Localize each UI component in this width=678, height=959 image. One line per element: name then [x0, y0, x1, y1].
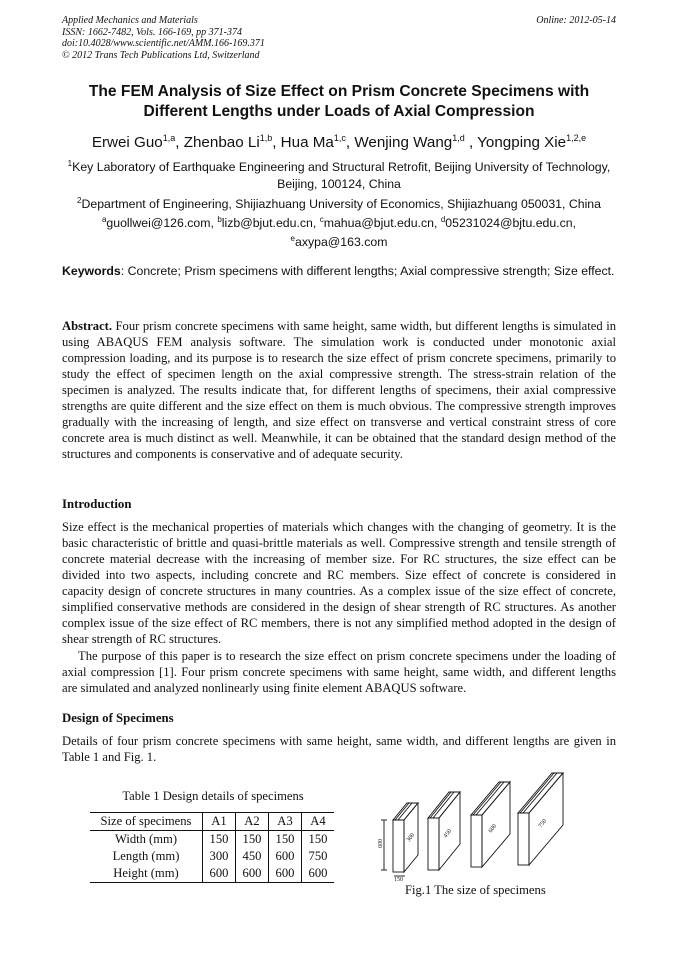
table-cell: 150: [308, 832, 328, 846]
author-sup: 1,c: [333, 133, 346, 143]
doi-line: doi:10.4028/www.scientific.net/AMM.166-169.371: [62, 38, 265, 49]
author-name: Erwei Guo: [91, 134, 163, 151]
specimen-figure: [378, 770, 568, 882]
abstract: [62, 318, 616, 462]
author-name: Yongping Xie: [477, 134, 567, 151]
affiliation-text: Beijing, 100124, China: [277, 177, 401, 191]
email-link[interactable]: guollwei@126.com,: [106, 216, 214, 230]
affiliation-sup: 1: [67, 159, 73, 168]
table-row: [90, 865, 334, 883]
keywords-label: Keywords: [62, 264, 121, 278]
table-cell: 450: [236, 848, 269, 865]
introduction-paragraph-2: The purpose of this paper is to research the size effect on prism concrete specimens under the loading of axial compression [1]. Four prism concrete specimens with same height, same width, and different lengths are simulated and analyzed nonlinearly using finite element ABAQUS software.: [62, 649, 616, 696]
table-header-row: [90, 813, 334, 831]
introduction-paragraph-1: Size effect is the mechanical properties of materials which changes with the changing of geometry. It is the basic characteristic of brittle and quasi-brittle materials as well. Compressive strength and tensile strength of concrete material decrease with the increasing of member size. For RC structures, the size effect can be divided into two aspects, including concrete and RC members. Size effect of concrete is considered in capacity design of concrete structures in many countries. As a complex issue of the size effect of concrete, simplified conservative methods are considered in the design of shear strength of RC structures. As another complex issue of the size effect of RC members, there is not any simplified method adopted in the design of shear strength of RC structures.: [62, 520, 616, 647]
table-cell: 600: [203, 865, 236, 883]
issn-line: ISSN: 1662-7482, Vols. 166-169, pp 371-374: [62, 26, 242, 38]
keywords-text: : Concrete; Prism specimens with different lengths; Axial compressive strength; Size effect.: [120, 264, 615, 278]
table-cell: 600: [269, 848, 302, 865]
email-link[interactable]: mahua@bjut.edu.cn,: [323, 216, 438, 230]
table-cell: 150: [269, 831, 302, 849]
table-cell: 600: [302, 865, 335, 883]
table-header-cell: Size of specimens: [90, 813, 203, 831]
title-line-2: Different Lengths under Loads of Axial Compression: [143, 103, 535, 120]
table-cell: 600: [269, 865, 302, 883]
affiliation-text: Key Laboratory of Earthquake Engineering and Structural Retrofit, Beijing University of Technology,: [72, 160, 611, 174]
table-cell: 300: [203, 848, 236, 865]
table-cell: 150: [203, 831, 236, 849]
length-label-a3: 600: [487, 823, 499, 835]
copyright-line: © 2012 Trans Tech Publications Ltd, Switzerland: [62, 49, 260, 61]
table-cell: Height (mm): [90, 865, 203, 883]
table-cell: 600: [236, 865, 269, 883]
table-header-cell: A2: [236, 813, 269, 831]
online-date: Online: 2012-05-14: [536, 15, 616, 26]
journal-header: [62, 15, 616, 61]
length-label-a1: 300: [405, 832, 417, 844]
width-label: 150: [394, 877, 403, 882]
abstract-text: Four prism concrete specimens with same height, same width, but different lengths is simulated in using ABAQUS FEM analysis software. The simulation work is conducted under monotonic axial compression loading, and its purpose is to research the size effect of prism concrete specimens, primarily to study the effect of specimen length on the axial compressive strength. The stress-strain relation of the specimen is analyzed. The results indicate that, for different lengths of specimens, their axial compressive strengths are quite different and the size effect on them is much obvious. The compressive strength improves gradually with the increasing of length, and size effect on transverse and vertical constraint stress of core concrete area is much distinct as well. Meanwhile, it can be obtained that the standard design method of the structures and components is conservative and of adequate security.: [62, 319, 616, 462]
affiliation-text: Department of Engineering, Shijiazhuang University of Economics, Shijiazhuang 050031, China: [81, 197, 601, 211]
specimen-table: [90, 812, 334, 883]
height-label: 600: [378, 839, 384, 848]
table-cell: 150: [236, 831, 269, 849]
journal-name: Applied Mechanics and Materials: [62, 15, 198, 26]
email-link[interactable]: 05231024@bjtu.edu.cn,: [445, 216, 577, 230]
design-paragraph: Details of four prism concrete specimens with same height, same width, and different lengths are given in Table 1 and Fig. 1.: [62, 734, 616, 765]
author-name: Zhenbao Li: [183, 134, 260, 151]
table-cell: Width (mm): [90, 831, 203, 849]
section-heading-design: Design of Specimens: [62, 711, 174, 725]
keywords: [62, 263, 616, 279]
figure-caption: Fig.1 The size of specimens: [405, 883, 546, 897]
email-list: $^a$guollwei@126.com, $^b$lizb@bjut.edu.cn, $^c$mahua@bjut.edu.cn, $^d$05231024@bjtu.edu.cn, $^e$axypa@163.com: [101, 215, 577, 249]
table-header-cell: A3: [269, 813, 302, 831]
table-row: [90, 848, 334, 865]
table-row: [90, 831, 334, 849]
author-list: Erwei Guo$^{1,a}$, Zhenbao Li$^{1,b}$, Hua Ma$^{1,c}$, Wenjing Wang$^{1,d}$ , Yongping Xie$^{1,2,e}$: [91, 133, 587, 151]
affiliation-2: [62, 192, 616, 213]
table-header-cell: A1: [203, 813, 236, 831]
author-sup: 1,d: [452, 133, 465, 143]
author-sup: 1,a: [162, 133, 176, 143]
author-name: Wenjing Wang: [354, 134, 453, 151]
table-cell: Length (mm): [90, 848, 203, 865]
abstract-label: Abstract.: [62, 319, 113, 333]
email-link[interactable]: lizb@bjut.edu.cn,: [221, 216, 317, 230]
author-name: Hua Ma: [280, 134, 334, 151]
author-sup: 1,2,e: [566, 133, 587, 143]
affiliation-sup: 2: [77, 196, 82, 205]
table-cell: 750: [308, 849, 328, 863]
affiliation-1: [62, 155, 616, 193]
table-header-cell: A4: [302, 813, 335, 831]
paper-title: [62, 82, 616, 122]
specimen-a2-prism: [428, 792, 460, 870]
section-heading-introduction: Introduction: [62, 497, 132, 511]
author-sup: 1,b: [259, 133, 273, 143]
length-label-a2: 450: [442, 828, 454, 840]
specimen-a4-prism: [518, 773, 563, 865]
specimen-a3-prism: [471, 782, 510, 867]
length-label-a4: 750: [537, 818, 549, 830]
email-link[interactable]: axypa@163.com: [294, 235, 388, 249]
title-line-1: The FEM Analysis of Size Effect on Prism Concrete Specimens with: [88, 83, 590, 100]
table-caption: Table 1 Design details of specimens: [122, 789, 304, 803]
